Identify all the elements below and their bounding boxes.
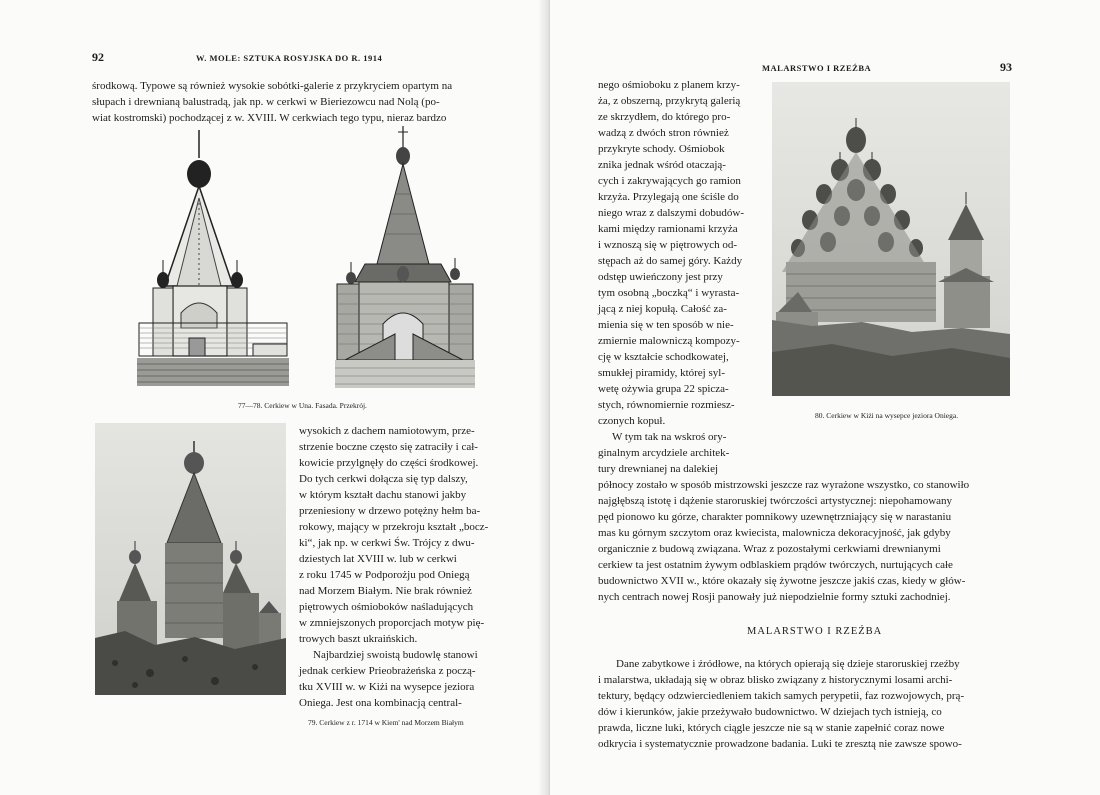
text-line: Oniega. Jest ona kombinacją central- xyxy=(299,697,462,709)
figure-79-caption: 79. Cerkiew z r. 1714 w Kiem' nad Morzem Białym xyxy=(308,718,464,727)
text-line: ze skrzydłem, do którego pro- xyxy=(598,111,731,123)
text-line: jącą z niej kopułą. Całość za- xyxy=(598,303,727,315)
text-line: w którym kształt dachu stanowi jakby xyxy=(299,489,467,501)
text-line: Do tych cerkwi dołącza się typ dalszy, xyxy=(299,473,468,485)
text-line: pęd pionowo ku górze, charakter pomnikowy uzewnętrzniający się w narastaniu xyxy=(598,511,952,523)
text-line: strzenie boczne często się zatraciły i cał- xyxy=(299,441,478,453)
page-number-right: 93 xyxy=(1000,60,1012,74)
text-line: tku XVIII w. w Kiżi na wysepce jeziora xyxy=(299,681,475,693)
figure-78-section xyxy=(335,124,475,390)
text-line: cję w kształcie schodkowatej, xyxy=(598,351,729,363)
figure-80-caption: 80. Cerkiew w Kiżi na wysepce jeziora Oniega. xyxy=(815,411,959,420)
text-line: mas ku górnym szczytom oraz kwiecista, malownicza dekoracyjność, jak gdyby xyxy=(598,527,951,539)
text-line: wadzą z dwóch stron również xyxy=(598,127,729,139)
text-line: cerkiew ta jest ostatnim żywym odblaskiem prądów twórczych, nurtujących całe xyxy=(598,559,953,571)
text-line: W tym tak na wskroś ory- xyxy=(612,431,727,443)
text-line: z roku 1745 w Podporożju pod Oniegą xyxy=(299,569,470,581)
text-line: znika jednak wśród otaczają- xyxy=(598,159,726,171)
figure-80-photo xyxy=(772,82,1010,396)
text-line: nych centrach nowej Rosji panowały już niepodzielnie formy sztuki zachodniej. xyxy=(598,591,951,603)
text-line: przeniesiony w drzewo potężny hełm ba- xyxy=(299,505,481,517)
text-line: wiat kostromski) pochodzącej z w. XVIII. W cerkwiach tego typu, nieraz bardzo xyxy=(92,112,447,124)
figure-79-photo xyxy=(95,423,286,695)
right-page xyxy=(550,0,1100,795)
text-line: ża, z obszerną, przykrytą galerią xyxy=(598,95,741,107)
text-line: przykryte schody. Ośmiobok xyxy=(598,143,725,155)
text-line: rokowy, mający w przekroju kształt „bocz- xyxy=(299,521,489,533)
figure-77-facade xyxy=(137,128,289,388)
text-line: trowych baszt ukraińskich. xyxy=(299,633,418,645)
text-line: stych, równomiernie rozmiesz- xyxy=(598,399,735,411)
text-line: mienia się w ten sposób w nie- xyxy=(598,319,734,331)
running-header-right: MALARSTWO I RZEŹBA xyxy=(762,63,872,73)
text-line: odkrycia i systematycznie prowadzone badania. Luki te zresztą nie zawsze spowo- xyxy=(598,738,962,750)
section-heading: MALARSTWO I RZEŹBA xyxy=(747,626,883,637)
text-line: kowicie przylgnęły do części środkowej. xyxy=(299,457,479,469)
text-line: cych i zakrywających go ramion xyxy=(598,175,741,187)
text-line: ki“, jak np. w cerkwi Św. Trójcy z dwu- xyxy=(299,537,475,549)
text-line: nad Morzem Białym. Nie brak również xyxy=(299,585,472,597)
text-line: budownictwo XVII w., które okazały się żywotne jeszcze jakiś czas, kiedy w głów- xyxy=(598,575,966,587)
running-header-left: W. MOLE: SZTUKA ROSYJSKA DO R. 1914 xyxy=(196,53,383,63)
text-line: niego wraz z dalszymi dobudów- xyxy=(598,207,745,219)
text-line: kami między ramionami krzyża xyxy=(598,223,738,235)
text-line: Dane zabytkowe i źródłowe, na których opierają się dzieje staroruskiej rzeźby xyxy=(616,658,960,670)
text-line: słupach i drewnianą balustradą, jak np. w cerkwi w Bieriezowcu nad Nolą (po- xyxy=(92,96,440,108)
text-line: piętrowych ośmioboków naśladujących xyxy=(299,601,474,613)
church-facade-drawing-icon xyxy=(137,128,289,388)
page-number-left: 92 xyxy=(92,50,104,64)
text-line: prawda, liczne luki, których ciągle jeszcze nie są w stanie zapełnić coraz nowe xyxy=(598,722,945,734)
text-line: i wznoszą się w piętrowych od- xyxy=(598,239,737,251)
text-line: najgłębszą istotę i dążenie staroruskiej twórczości artystycznej: niepohamowany xyxy=(598,495,953,507)
figure-77-78-caption: 77—78. Cerkiew w Una. Fasada. Przekrój. xyxy=(238,401,367,410)
text-line: zmiernie malowniczą kompozy- xyxy=(598,335,740,347)
text-line: wetę ożywia grupa 22 spicza- xyxy=(598,383,729,395)
text-line: wysokich z dachem namiotowym, prze- xyxy=(299,425,475,437)
text-line: krzyża. Przylegają one ściśle do xyxy=(598,191,739,203)
text-line: organicznie z budową związana. Wraz z pozostałymi cerkwiami drewnianymi xyxy=(598,543,941,555)
kiem-church-photo-icon xyxy=(95,423,286,695)
text-line: smukłej piramidy, której syl- xyxy=(598,367,725,379)
text-line: środkową. Typowe są również wysokie sobótki-galerie z przykryciem opartym na xyxy=(92,80,453,92)
text-line: dów i kierunków, jakie przeżywało budownictwo. W dziejach tych istnieją, co xyxy=(598,706,942,718)
text-line: jednak cerkiew Prieobrażeńska z począ- xyxy=(299,665,476,677)
kizhi-church-photo-icon xyxy=(772,82,1010,396)
text-line: w zmniejszonych proporcjach motyw pię- xyxy=(299,617,485,629)
text-line: odstęp uwieńczony jest przy xyxy=(598,271,723,283)
text-line: czonych kopuł. xyxy=(598,415,666,427)
text-line: tektury, będący odzwierciedleniem takich samych perypetii, faz rozwojowych, prą- xyxy=(598,690,965,702)
text-line: północy zostało w sposób mistrzowski jeszcze raz wyrażone wszystko, co stanowiło xyxy=(598,479,970,491)
text-line: tury drewnianej na dalekiej xyxy=(598,463,719,475)
text-line: dziestych lat XVIII w. lub w cerkwi xyxy=(299,553,457,565)
text-line: ginalnym arcydziele architek- xyxy=(598,447,730,459)
text-line: Najbardziej swoistą budowlę stanowi xyxy=(313,649,478,661)
text-line: i malarstwa, układają się w obraz blisko związany z historycznymi losami archi- xyxy=(598,674,953,686)
text-line: stępach aż do samej góry. Każdy xyxy=(598,255,743,267)
text-line: tym osobną „boczką“ i wyrasta- xyxy=(598,287,740,299)
church-section-drawing-icon xyxy=(335,124,475,390)
text-line: nego ośmioboku z planem krzy- xyxy=(598,79,740,91)
